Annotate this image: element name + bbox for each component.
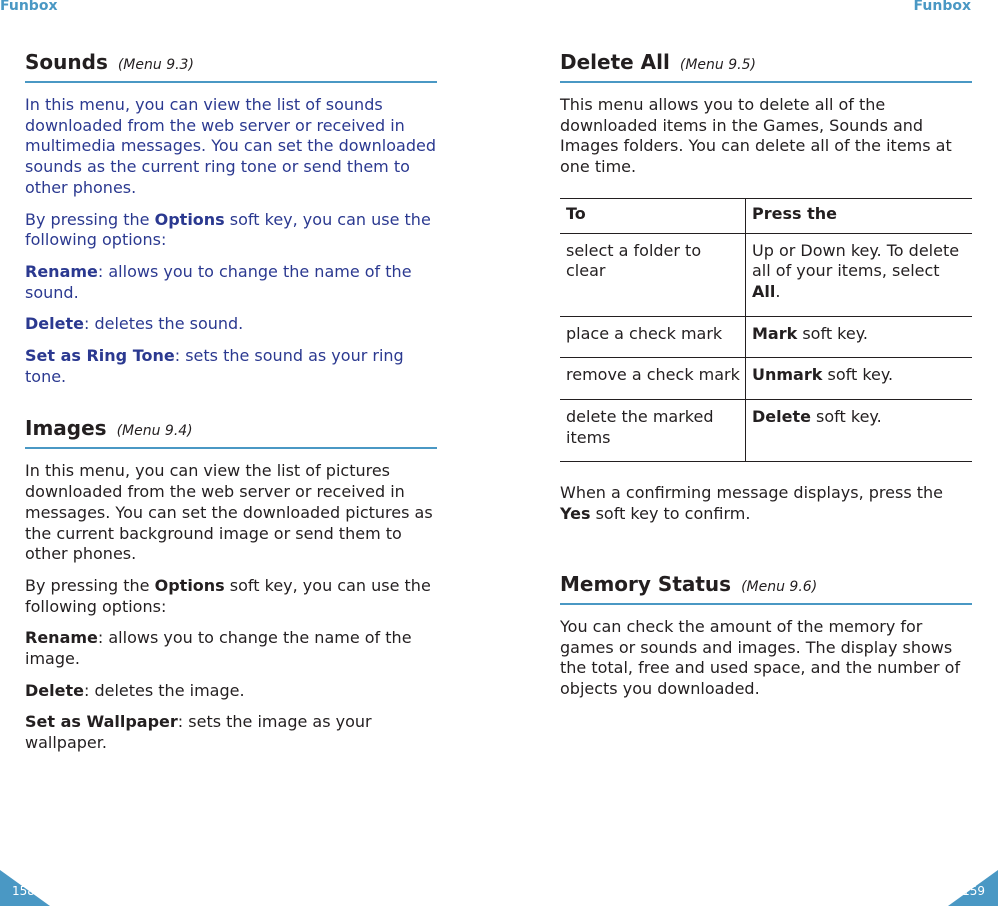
sounds-heading bbox=[25, 50, 437, 74]
sounds-option-ring-tone: Set as Ring Tone: sets the sound as your ring tone. bbox=[25, 346, 404, 386]
table-row bbox=[560, 358, 972, 400]
running-head-left: Funbox bbox=[0, 0, 58, 14]
page-number-right: 159 bbox=[962, 884, 985, 898]
sounds-menu-ref: (Menu 9.3) bbox=[117, 57, 194, 73]
table-row bbox=[560, 233, 972, 316]
images-rule bbox=[25, 447, 437, 449]
memory-status-title: Memory Status bbox=[560, 571, 732, 596]
table-cell-action: remove a check mark bbox=[560, 358, 746, 400]
running-head-right: Funbox bbox=[913, 0, 971, 14]
sounds-section bbox=[25, 50, 437, 387]
sounds-option-delete: Delete: deletes the sound. bbox=[25, 314, 244, 334]
images-title: Images bbox=[25, 416, 107, 441]
images-option-rename: Rename: allows you to change the name of the image. bbox=[25, 628, 412, 669]
table-cell-key: Mark soft key. bbox=[746, 316, 973, 358]
page-number-left: 158 bbox=[12, 884, 35, 898]
images-option-wallpaper: Set as Wallpaper: sets the image as your wallpaper. bbox=[25, 712, 372, 753]
sounds-rule bbox=[25, 81, 437, 83]
table-cell-key: Delete soft key. bbox=[746, 400, 973, 462]
memory-status-heading bbox=[560, 572, 972, 596]
right-page bbox=[560, 50, 972, 711]
table-cell-key: Up or Down key. To delete all of your items, select All. bbox=[746, 233, 973, 316]
table-header-row bbox=[560, 198, 972, 233]
delete-all-heading bbox=[560, 50, 972, 74]
memory-status-rule bbox=[560, 603, 972, 605]
images-menu-ref: (Menu 9.4) bbox=[116, 423, 193, 440]
sounds-options-text: By pressing the Options soft key, you can use the following options: bbox=[25, 209, 431, 250]
sounds-option-rename: Rename: allows you to change the name of the sound. bbox=[25, 261, 412, 302]
table-cell-action: select a folder to clear bbox=[560, 233, 746, 316]
memory-status-section bbox=[560, 572, 972, 700]
key-table bbox=[560, 198, 972, 463]
table-header-press: Press the bbox=[746, 198, 973, 233]
images-section bbox=[25, 416, 437, 753]
table-row bbox=[560, 400, 972, 462]
delete-all-section bbox=[560, 50, 972, 525]
delete-all-rule bbox=[560, 81, 972, 83]
table-cell-action: place a check mark bbox=[560, 316, 746, 358]
table-row bbox=[560, 316, 972, 358]
images-option-delete: Delete: deletes the image. bbox=[25, 680, 245, 700]
table-cell-action: delete the marked items bbox=[560, 400, 746, 462]
table-header-to: To bbox=[560, 198, 746, 233]
table-cell-key: Unmark soft key. bbox=[746, 358, 973, 400]
confirm-text: When a confirming message displays, press the Yes soft key to confirm. bbox=[560, 483, 943, 524]
images-heading bbox=[25, 416, 437, 440]
memory-status-body: You can check the amount of the memory for games or sounds and images. The display shows the total, free and used space, and the number of objects you downloaded. bbox=[560, 616, 961, 698]
delete-all-intro: This menu allows you to delete all of the downloaded items in the Games, Sounds and Images folders. You can delete all of the items at one time. bbox=[560, 95, 952, 177]
delete-all-menu-ref: (Menu 9.5) bbox=[679, 57, 756, 73]
images-options-text: By pressing the Options soft key, you can use the following options: bbox=[25, 575, 431, 616]
sounds-intro: In this menu, you can view the list of sounds downloaded from the web server or received in multimedia messages. You can set the downloaded sounds as the current ring tone or send them to other phones. bbox=[25, 95, 436, 197]
images-intro: In this menu, you can view the list of pictures downloaded from the web server or received in messages. You can set the downloaded pictures as the current background image or send them to other phones. bbox=[25, 461, 433, 564]
delete-all-title: Delete All bbox=[560, 50, 670, 74]
sounds-title: Sounds bbox=[25, 50, 108, 74]
left-page bbox=[25, 50, 437, 765]
memory-status-menu-ref: (Menu 9.6) bbox=[741, 578, 818, 595]
